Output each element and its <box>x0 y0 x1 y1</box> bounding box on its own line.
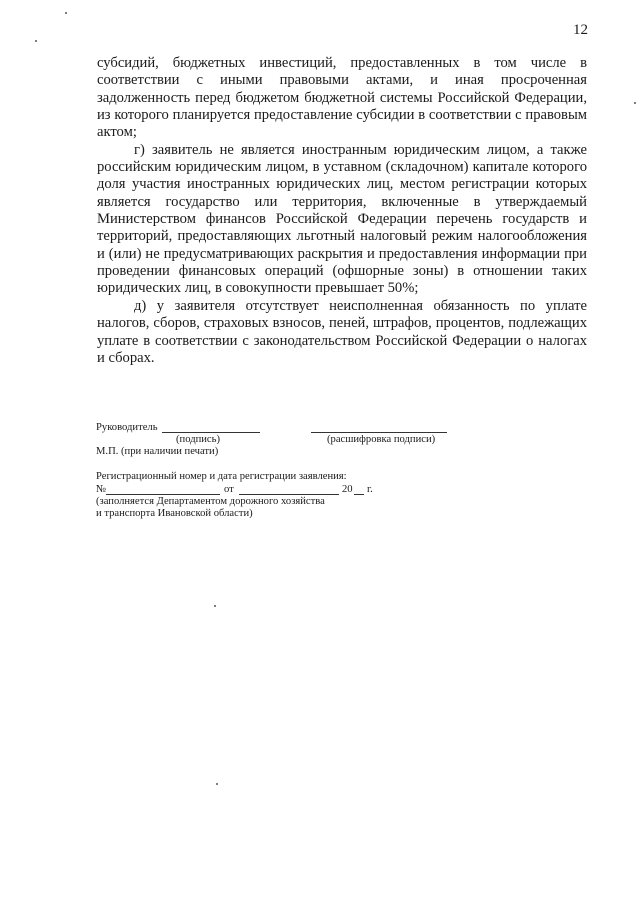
scan-speck <box>634 102 636 104</box>
seal-note: М.П. (при наличии печати) <box>96 446 219 457</box>
paragraph-continuation: субсидий, бюджетных инвестиций, предоставленных в том числе в соответствии с иными правовыми актами, и иная просроченная задолженность перед бюджетом бюджетной системы Российской Федерации, из которого планируется предоставление субсидии в соответствии с правовым актом; <box>97 55 587 141</box>
registration-title: Регистрационный номер и дата регистрации заявления: <box>96 471 347 482</box>
decryption-line <box>311 432 447 433</box>
signature-caption: (подпись) <box>176 434 220 445</box>
year-suffix: г. <box>367 484 373 495</box>
scan-speck <box>216 783 218 785</box>
page-number: 12 <box>573 22 588 38</box>
scan-speck <box>214 605 216 607</box>
paragraph-d: д) у заявителя отсутствует неисполненная обязанность по уплате налогов, сборов, страховых взносов, пеней, штрафов, процентов, подлежащих уплате в соответствии с законодательством Российской Федерации о налогах и сборах. <box>97 297 587 366</box>
paragraph-g: г) заявитель не является иностранным юридическим лицом, а также российским юридическим лицом, в уставном (складочном) капитале которого доля участия иностранных юридических лиц, местом регистрации которых является государство или территория, включенные в утверждаемый Министерством финансов Российской Федерации перечень государств и территорий, предоставляющих льготный налоговый режим налогообложения и (или) не предусматривающих раскрытия и предоставления информации при проведении финансовых операций (офшорные зоны) в отношении таких юридических лиц, в совокупности превышает 50%; <box>97 141 587 297</box>
signature-line <box>162 432 260 433</box>
registration-note-line2: и транспорта Ивановской области) <box>96 508 253 519</box>
document-body <box>97 55 587 367</box>
decryption-caption: (расшифровка подписи) <box>327 434 436 445</box>
head-label: Руководитель <box>96 422 158 433</box>
number-prefix: № <box>96 484 107 495</box>
year-prefix: 20 <box>342 484 353 495</box>
registration-number-line <box>106 494 220 495</box>
registration-note-line1: (заполняется Департаментом дорожного хозяйства <box>96 496 325 507</box>
registration-year-line <box>354 494 364 495</box>
scan-speck <box>35 40 37 42</box>
scan-speck <box>65 12 67 14</box>
date-from-label: от <box>224 484 234 495</box>
registration-date-line <box>239 494 339 495</box>
